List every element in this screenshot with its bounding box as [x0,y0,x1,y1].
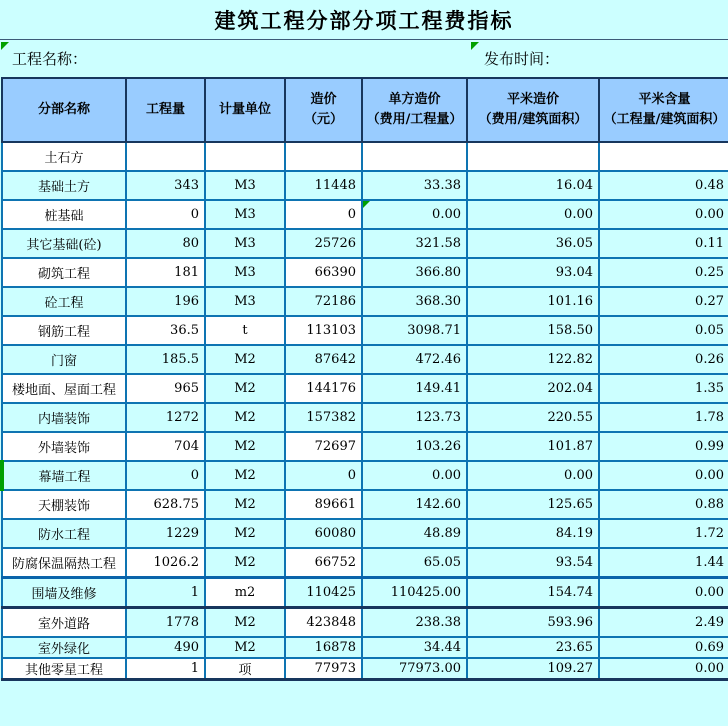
cell-unit-cost[interactable]: 321.58 [362,229,467,258]
cell-name[interactable]: 砼工程 [2,287,126,316]
cell-cost[interactable]: 16878 [285,637,362,658]
cell-quantity[interactable]: 1 [126,578,205,608]
column-header-sqm-cost: 平米造价 （费用/建筑面积） [467,78,599,142]
cell-cost[interactable]: 423848 [285,608,362,638]
cell-sqm-cost[interactable]: 125.65 [467,490,599,519]
table-row [2,432,728,461]
cell-sqm-content[interactable]: 0.00 [599,461,728,490]
cell-unit[interactable]: M3 [205,200,285,229]
cell-sqm-cost[interactable]: 109.27 [467,658,599,680]
table-row [2,519,728,548]
cell-unit-cost[interactable]: 368.30 [362,287,467,316]
table-row [2,548,728,578]
cell-unit[interactable]: M2 [205,345,285,374]
cell-name[interactable]: 砌筑工程 [2,258,126,287]
table-row [2,200,728,229]
cell-cost[interactable]: 0 [285,461,362,490]
cell-name[interactable]: 其它基础(砼) [2,229,126,258]
cell-cost[interactable]: 77973 [285,658,362,680]
cell-quantity[interactable]: 1026.2 [126,548,205,578]
cell-name[interactable]: 钢筋工程 [2,316,126,345]
cell-unit[interactable]: m2 [205,578,285,608]
cell-unit[interactable]: M2 [205,432,285,461]
table-row [2,461,728,490]
cell-sqm-cost[interactable]: 36.05 [467,229,599,258]
cell-unit-cost[interactable]: 33.38 [362,171,467,200]
cell-unit-cost[interactable]: 3098.71 [362,316,467,345]
cell-quantity[interactable]: 965 [126,374,205,403]
cell-unit-cost[interactable]: 472.46 [362,345,467,374]
cell-sqm-cost[interactable]: 101.16 [467,287,599,316]
cell-name[interactable]: 桩基础 [2,200,126,229]
table-row [2,229,728,258]
cell-name[interactable]: 室外绿化 [2,637,126,658]
cell-sqm-cost[interactable]: 220.55 [467,403,599,432]
cell-name[interactable]: 幕墙工程 [2,461,126,490]
cell-name[interactable]: 围墙及维修 [2,578,126,608]
cell-quantity[interactable]: 80 [126,229,205,258]
cell-quantity[interactable]: 1229 [126,519,205,548]
publish-time-label: 发布时间： [484,50,560,68]
cell-unit[interactable]: M3 [205,287,285,316]
page-title: 建筑工程分部分项工程费指标 [214,7,514,33]
cell-unit[interactable]: M2 [205,608,285,638]
cell-sqm-content[interactable]: 2.49 [599,608,728,638]
cell-unit-cost[interactable]: 366.80 [362,258,467,287]
cell-sqm-cost[interactable]: 23.65 [467,637,599,658]
table-row [2,637,728,658]
cell-sqm-cost[interactable] [467,142,599,171]
cell-unit-cost[interactable]: 77973.00 [362,658,467,680]
table-row [2,316,728,345]
cell-sqm-content[interactable]: 0.00 [599,200,728,229]
cell-cost[interactable]: 25726 [285,229,362,258]
cell-sqm-content[interactable]: 1.35 [599,374,728,403]
cell-name[interactable]: 室外道路 [2,608,126,638]
cell-name[interactable]: 楼地面、屋面工程 [2,374,126,403]
cost-indicator-table [0,77,728,681]
cell-cost[interactable]: 72697 [285,432,362,461]
cell-cost[interactable]: 110425 [285,578,362,608]
cell-unit[interactable]: M2 [205,637,285,658]
cell-unit-cost[interactable]: 0.00 [362,200,467,229]
cell-name[interactable]: 防腐保温隔热工程 [2,548,126,578]
cell-unit[interactable] [205,142,285,171]
project-name-label: 工程名称： [12,50,88,68]
cell-cost[interactable]: 66752 [285,548,362,578]
cell-quantity[interactable]: 704 [126,432,205,461]
cell-name[interactable]: 天棚装饰 [2,490,126,519]
cell-quantity[interactable]: 196 [126,287,205,316]
cell-cost[interactable]: 113103 [285,316,362,345]
cell-sqm-cost[interactable]: 202.04 [467,374,599,403]
cell-sqm-content[interactable]: 0.99 [599,432,728,461]
table-row [2,608,728,638]
cell-unit[interactable]: t [205,316,285,345]
cell-cost[interactable] [285,142,362,171]
table-row [2,490,728,519]
cell-cost[interactable]: 0 [285,200,362,229]
cell-quantity[interactable]: 185.5 [126,345,205,374]
column-header-cost: 造价 （元） [285,78,362,142]
cell-sqm-cost[interactable]: 84.19 [467,519,599,548]
cell-unit[interactable]: M3 [205,171,285,200]
cell-sqm-cost[interactable]: 593.96 [467,608,599,638]
comment-marker-icon [363,201,370,208]
cell-unit-cost[interactable]: 0.00 [362,461,467,490]
cell-cost[interactable]: 157382 [285,403,362,432]
cell-quantity[interactable]: 181 [126,258,205,287]
cell-sqm-cost[interactable]: 16.04 [467,171,599,200]
cell-unit-cost[interactable]: 110425.00 [362,578,467,608]
cell-sqm-cost[interactable]: 101.87 [467,432,599,461]
table-row [2,171,728,200]
cell-unit[interactable]: M2 [205,461,285,490]
cell-name[interactable]: 土石方 [2,142,126,171]
cell-sqm-content[interactable]: 0.11 [599,229,728,258]
cell-sqm-cost[interactable]: 122.82 [467,345,599,374]
cell-cost[interactable]: 66390 [285,258,362,287]
column-header-quantity: 工程量 [126,78,205,142]
cell-unit-cost[interactable]: 238.38 [362,608,467,638]
table-row [2,142,728,171]
comment-marker-icon [1,42,9,50]
cell-unit-cost[interactable] [362,142,467,171]
cell-quantity[interactable]: 490 [126,637,205,658]
cell-unit-cost[interactable]: 142.60 [362,490,467,519]
cell-sqm-content[interactable]: 0.00 [599,658,728,680]
cell-sqm-cost[interactable]: 154.74 [467,578,599,608]
table-header-row [2,78,728,142]
cell-cost[interactable]: 11448 [285,171,362,200]
cell-sqm-content[interactable]: 0.26 [599,345,728,374]
cell-quantity[interactable]: 0 [126,200,205,229]
cell-unit-cost[interactable]: 34.44 [362,637,467,658]
title-row [0,0,728,40]
cell-unit[interactable]: M3 [205,229,285,258]
cell-sqm-cost[interactable]: 93.54 [467,548,599,578]
cell-quantity[interactable]: 1778 [126,608,205,638]
table-row [2,658,728,680]
cell-unit[interactable]: M2 [205,374,285,403]
comment-marker-icon [471,42,479,50]
cell-name[interactable]: 基础土方 [2,171,126,200]
cell-unit-cost[interactable]: 48.89 [362,519,467,548]
column-header-unit: 计量单位 [205,78,285,142]
table-row [2,287,728,316]
cell-quantity[interactable]: 628.75 [126,490,205,519]
cell-sqm-content[interactable]: 0.88 [599,490,728,519]
cell-quantity[interactable] [126,142,205,171]
cell-quantity[interactable]: 1 [126,658,205,680]
cell-name[interactable]: 内墙装饰 [2,403,126,432]
cell-sqm-content[interactable]: 0.05 [599,316,728,345]
cell-sqm-content[interactable]: 1.44 [599,548,728,578]
table-row [2,345,728,374]
cell-sqm-content[interactable]: 0.27 [599,287,728,316]
cell-sqm-content[interactable]: 1.78 [599,403,728,432]
cell-unit[interactable]: M3 [205,258,285,287]
cell-name[interactable]: 防水工程 [2,519,126,548]
cell-quantity[interactable]: 0 [126,461,205,490]
cell-sqm-content[interactable] [599,142,728,171]
cell-sqm-cost[interactable]: 0.00 [467,200,599,229]
cell-cost[interactable]: 144176 [285,374,362,403]
column-header-unit-cost: 单方造价 （费用/工程量） [362,78,467,142]
cell-sqm-content[interactable]: 0.25 [599,258,728,287]
cell-sqm-content[interactable]: 0.48 [599,171,728,200]
cell-name[interactable]: 门窗 [2,345,126,374]
cell-unit-cost[interactable]: 103.26 [362,432,467,461]
cell-quantity[interactable]: 1272 [126,403,205,432]
cell-sqm-content[interactable]: 0.00 [599,578,728,608]
cell-unit[interactable]: M2 [205,548,285,578]
cell-name[interactable]: 外墙装饰 [2,432,126,461]
meta-row [0,40,728,77]
cell-unit[interactable]: M2 [205,403,285,432]
cell-cost[interactable]: 60080 [285,519,362,548]
cell-cost[interactable]: 72186 [285,287,362,316]
cell-quantity[interactable]: 343 [126,171,205,200]
column-header-sqm-content: 平米含量 （工程量/建筑面积） [599,78,728,142]
cell-quantity[interactable]: 36.5 [126,316,205,345]
cell-sqm-content[interactable]: 1.72 [599,519,728,548]
cell-unit-cost[interactable]: 123.73 [362,403,467,432]
table-row [2,403,728,432]
cell-sqm-content[interactable]: 0.69 [599,637,728,658]
cell-cost[interactable]: 87642 [285,345,362,374]
cell-unit[interactable]: M2 [205,519,285,548]
cell-unit[interactable]: M2 [205,490,285,519]
cell-sqm-cost[interactable]: 0.00 [467,461,599,490]
column-header-name: 分部名称 [2,78,126,142]
cell-sqm-cost[interactable]: 158.50 [467,316,599,345]
table-row [2,374,728,403]
cell-unit[interactable]: 项 [205,658,285,680]
table-row [2,258,728,287]
cell-unit-cost[interactable]: 149.41 [362,374,467,403]
cell-sqm-cost[interactable]: 93.04 [467,258,599,287]
cell-unit-cost[interactable]: 65.05 [362,548,467,578]
cell-cost[interactable]: 89661 [285,490,362,519]
cell-name[interactable]: 其他零星工程 [2,658,126,680]
table-row [2,578,728,608]
